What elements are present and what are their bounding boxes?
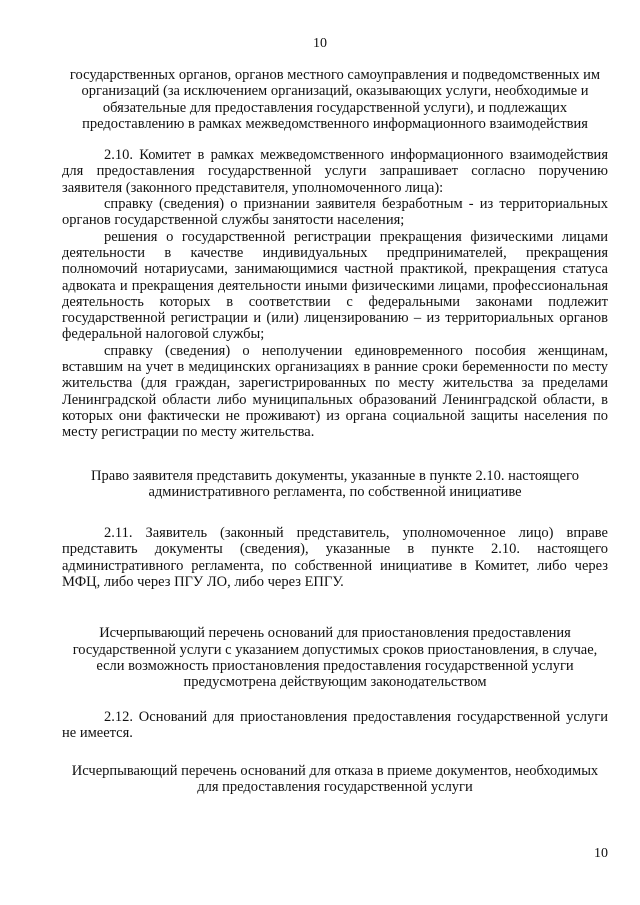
continuation-paragraph: государственных органов, органов местного самоуправления и подведомственных им организаций (за исключением организаций, оказывающих услуги, необходимые и обязательные для предоставления государственной услуги), и подлежащих предоставлению в рамках межведомственного информационного взаимодействия <box>69 67 601 132</box>
list-item-unemployment-certificate: справку (сведения) о признании заявителя безработным - из территориальных органов государственной службы занятости населения; <box>62 196 608 229</box>
paragraph-2-12: 2.12. Оснований для приостановления предоставления государственной услуги не имеется. <box>62 708 608 741</box>
section-heading-suspension-grounds: Исчерпывающий перечень оснований для приостановления предоставления государственной услуги с указанием допустимых сроков приостановления, в случае, если возможность приостановления предоставления государственной услуги предусмотрена действующим законодательством <box>72 625 598 691</box>
list-item-benefit-certificate: справку (сведения) о неполучении единовременного пособия женщинам, вставшим на учет в медицинских организациях в ранние сроки беременности по месту жительства (для граждан, зарегистрированных по месту жительства за пределами Ленинградской области либо муниципальных образований Ленинградской области, в которых они фактически не проживают) из органа социальной защиты населения по месту регистрации по месту жительства. <box>62 342 608 441</box>
page-number-bottom: 10 <box>594 846 608 861</box>
paragraph-2-10: 2.10. Комитет в рамках межведомственного информационного взаимодействия для предоставления государственной услуги запрашивает согласно поручению заявителя (законного представителя, уполномоченного лица): <box>62 147 608 196</box>
section-heading-refusal-grounds: Исчерпывающий перечень оснований для отказа в приеме документов, необходимых для предоставления государственной услуги <box>71 763 599 796</box>
paragraph-2-11: 2.11. Заявитель (законный представитель, уполномоченное лицо) вправе представить документы (сведения), указанные в пункте 2.10. настоящего административного регламента, по собственной инициативе в Комитет, либо через МФЦ, либо через ПГУ ЛО, либо через ЕПГУ. <box>62 525 608 591</box>
page-body <box>62 67 608 796</box>
section-heading-applicant-right: Право заявителя представить документы, указанные в пункте 2.10. настоящего административного регламента, по собственной инициативе <box>91 467 579 500</box>
page-number-top: 10 <box>313 36 327 51</box>
list-item-registration-decisions: решения о государственной регистрации прекращения физическими лицами деятельности в качестве индивидуальных предпринимателей, прекращения полномочий нотариусами, занимающимися частной практикой, прекращения статуса адвоката и прекращения деятельности иными физическими лицами, профессиональная деятельность которых в соответствии с федеральными законами подлежит государственной регистрации и (или) лицензированию – из территориальных органов федеральной налоговой службы; <box>62 228 608 343</box>
